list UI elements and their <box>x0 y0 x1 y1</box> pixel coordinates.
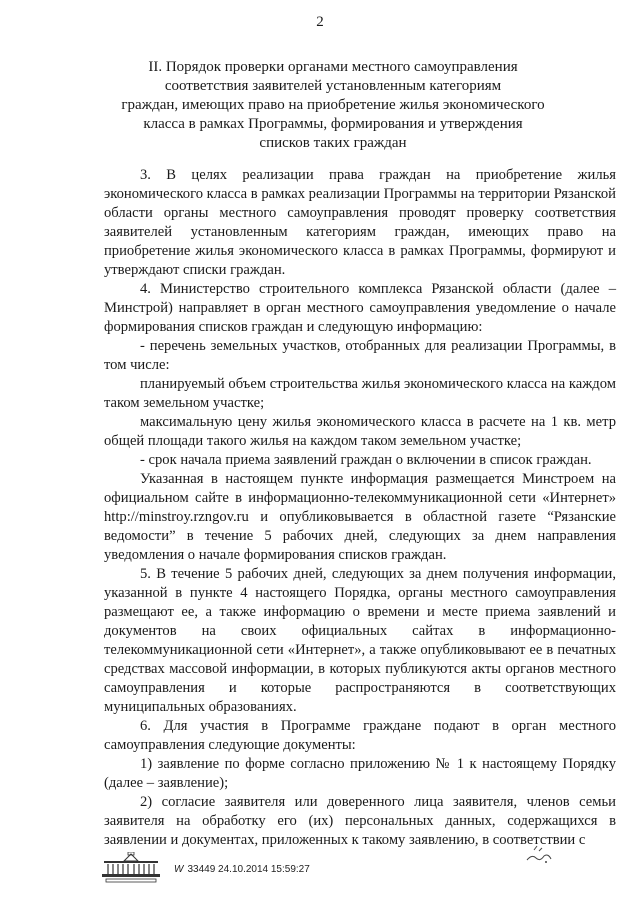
paragraph: - перечень земельных участков, отобранных для реализации Программы, в том числе: <box>104 338 616 373</box>
document-footer <box>100 852 360 888</box>
paragraph: максимальную цену жилья экономического класса в расчете на 1 кв. метр общей площади такого жилья на каждом таком земельном участке; <box>104 414 616 449</box>
heading-line: списков таких граждан <box>259 135 407 151</box>
footer-mark: W <box>174 864 184 875</box>
document-body <box>104 166 616 850</box>
heading-line: класса в рамках Программы, формирования и утверждения <box>143 116 523 132</box>
paragraph: 3. В целях реализации права граждан на приобретение жилья экономического класса в рамках реализации Программы на территории Рязанской области органы местного самоуправления проводят проверку соответствия заявителей установленным категориям граждан, имеющих право на приобретение жилья экономического класса в рамках Программы, формируют и утверждают списки граждан. <box>104 167 616 278</box>
paragraph: 6. Для участия в Программе граждане подают в орган местного самоуправления следующие документы: <box>104 718 616 753</box>
document-id <box>174 864 310 875</box>
scribble-mark-icon <box>524 842 554 868</box>
page-number: 2 <box>316 14 324 30</box>
paragraph: 4. Министерство строительного комплекса Рязанской области (далее – Минстрой) направляет в орган местного самоуправления уведомление о начале формирования списков граждан и следующую информацию: <box>104 281 616 335</box>
paragraph: планируемый объем строительства жилья экономического класса на каждом таком земельном участке; <box>104 376 616 411</box>
paragraph: 5. В течение 5 рабочих дней, следующих за днем получения информации, указанной в пункте 4 настоящего Порядка, органы местного самоуправления размещают ее, а также информацию о времени и месте приема заявлений и документов на своих официальных сайтах в информационно-телекоммуникационной сети «Интернет», а также опубликовывают ее в печатных средствах массовой информации, в которых публикуются акты органов местного самоуправления и которые распространяются в соответствующих муниципальных образованиях. <box>104 566 616 715</box>
building-logo-icon <box>100 852 162 884</box>
paragraph: Указанная в настоящем пункте информация размещается Минстроем на официальном сайте в информационно-телекоммуникационной сети «Интернет» http://minstroy.rzngov.ru и опубликовывается в областной газете “Рязанские ведомости” в течение 5 рабочих дней, следующих за днем направления уведомления о начале формирования списков граждан. <box>104 471 616 563</box>
paragraph: - срок начала приема заявлений граждан о включении в список граждан. <box>140 452 592 468</box>
paragraph: 1) заявление по форме согласно приложению № 1 к настоящему Порядку (далее – заявление); <box>104 756 616 791</box>
heading-line: соответствия заявителей установленным категориям <box>164 78 502 94</box>
heading-line: граждан, имеющих право на приобретение жилья экономического <box>121 97 545 113</box>
paragraph: 2) согласие заявителя или доверенного лица заявителя, членов семьи заявителя на обработку его (их) персональных данных, содержащихся в заявлении и документах, приложенных к такому заявлению, в соответствии с <box>104 794 616 848</box>
heading-line: II. Порядок проверки органами местного самоуправления <box>148 59 518 75</box>
section-heading <box>110 58 556 153</box>
document-registration-info: 33449 24.10.2014 15:59:27 <box>187 864 310 875</box>
